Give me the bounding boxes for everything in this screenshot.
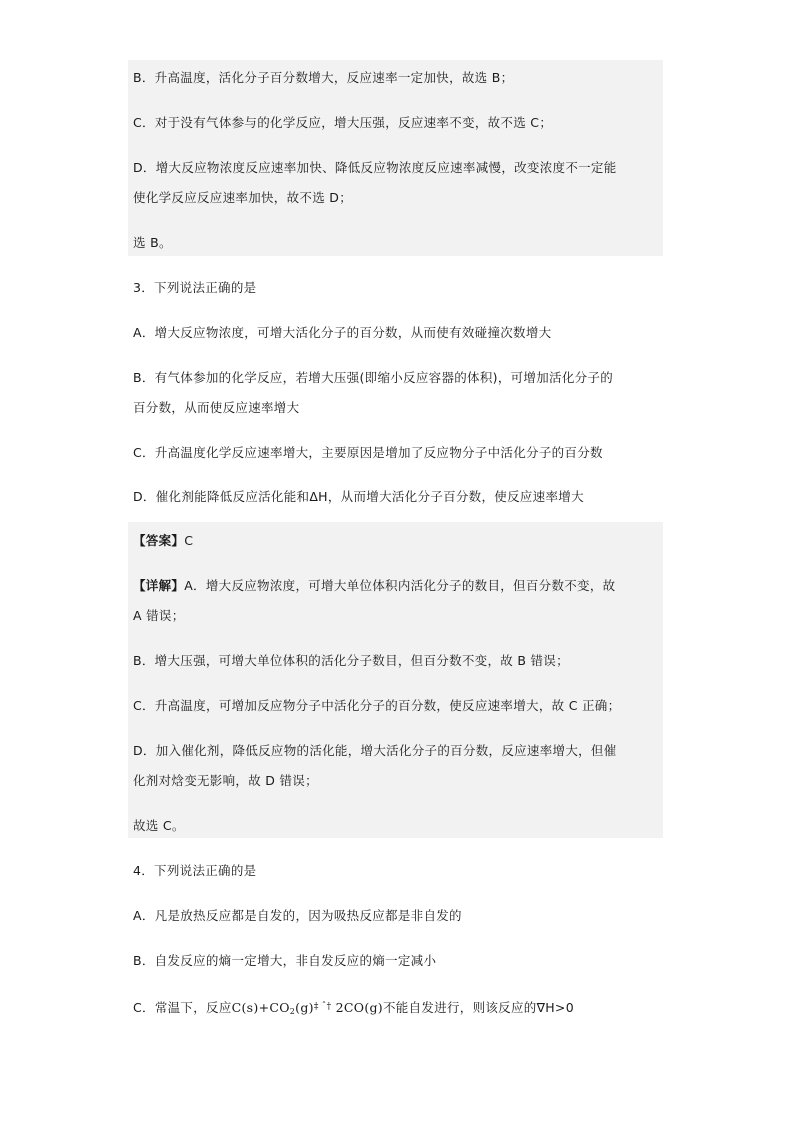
question-3-option-a: A．增大反应物浓度，可增大活化分子的百分数，从而使有效碰撞次数增大 bbox=[133, 325, 552, 340]
choice-conclusion: 选 B。 bbox=[133, 235, 172, 250]
detail-line-a1 bbox=[133, 576, 615, 594]
answer-block-shade bbox=[128, 522, 663, 838]
option-c-prefix: C．常温下，反应 bbox=[133, 1000, 232, 1015]
question-4-stem: 4．下列说法正确的是 bbox=[133, 863, 257, 878]
question-4-option-c bbox=[133, 998, 574, 1016]
detail-choice-conclusion: 故选 C。 bbox=[133, 818, 185, 833]
detail-a-text: A．增大反应物浓度，可增大单位体积内活化分子的数目，但百分数不变，故 bbox=[184, 578, 616, 593]
option-d-explanation-line1: D．增大反应物浓度反应速率加快、降低反应物浓度反应速率减慢，改变浓度不一定能 bbox=[133, 160, 617, 175]
question-3-option-b-line2: 百分数，从而使反应速率增大 bbox=[133, 400, 300, 415]
formula-products: 2CO(g) bbox=[331, 1000, 383, 1015]
option-b-explanation: B．升高温度，活化分子百分数增大，反应速率一定加快，故选 B； bbox=[133, 70, 514, 85]
detail-line-a2: A 错误； bbox=[133, 608, 185, 623]
answer-line bbox=[133, 531, 193, 549]
question-4-option-b: B．自发反应的熵一定增大，非自发反应的熵一定减小 bbox=[133, 953, 437, 968]
question-3-stem: 3．下列说法正确的是 bbox=[133, 280, 257, 295]
detail-line-d1: D．加入催化剂，降低反应物的活化能，增大活化分子的百分数，反应速率增大，但催 bbox=[133, 743, 617, 758]
question-3-option-d: D．催化剂能降低反应活化能和ΔH，从而增大活化分子百分数，使反应速率增大 bbox=[133, 489, 584, 504]
question-3-option-c: C．升高温度化学反应速率增大，主要原因是增加了反应物分子中活化分子的百分数 bbox=[133, 445, 603, 460]
option-c-explanation: C．对于没有气体参与的化学反应，增大压强，反应速率不变，故不选 C； bbox=[133, 115, 553, 130]
detail-line-d2: 化剂对焓变无影响，故 D 错误； bbox=[133, 773, 318, 788]
detail-line-c: C．升高温度，可增加反应物分子中活化分子的百分数，使反应速率增大，故 C 正确； bbox=[133, 698, 621, 713]
formula-subscript: 2 bbox=[289, 1007, 296, 1016]
detail-label: 【详解】 bbox=[133, 578, 185, 593]
reaction-formula bbox=[232, 1000, 383, 1015]
answer-label: 【答案】 bbox=[133, 533, 185, 548]
question-4-option-a: A．凡是放热反应都是自发的，因为吸热反应都是非自发的 bbox=[133, 908, 462, 923]
option-c-suffix: 不能自发进行，则该反应的∇H>0 bbox=[382, 1000, 574, 1015]
formula-reactants: C(s)+CO bbox=[231, 1000, 290, 1015]
formula-state: (g) bbox=[295, 1000, 314, 1015]
answer-value: C bbox=[184, 533, 194, 548]
question-3-option-b-line1: B．有气体参加的化学反应，若增大压强(即缩小反应容器的体积)，可增加活化分子的 bbox=[133, 370, 614, 385]
equilibrium-arrow: ‡ ˆ† bbox=[313, 1002, 332, 1012]
option-d-explanation-line2: 使化学反应反应速率加快，故不选 D； bbox=[133, 190, 352, 205]
detail-line-b: B．增大压强，可增大单位体积的活化分子数目，但百分数不变，故 B 错误； bbox=[133, 653, 569, 668]
